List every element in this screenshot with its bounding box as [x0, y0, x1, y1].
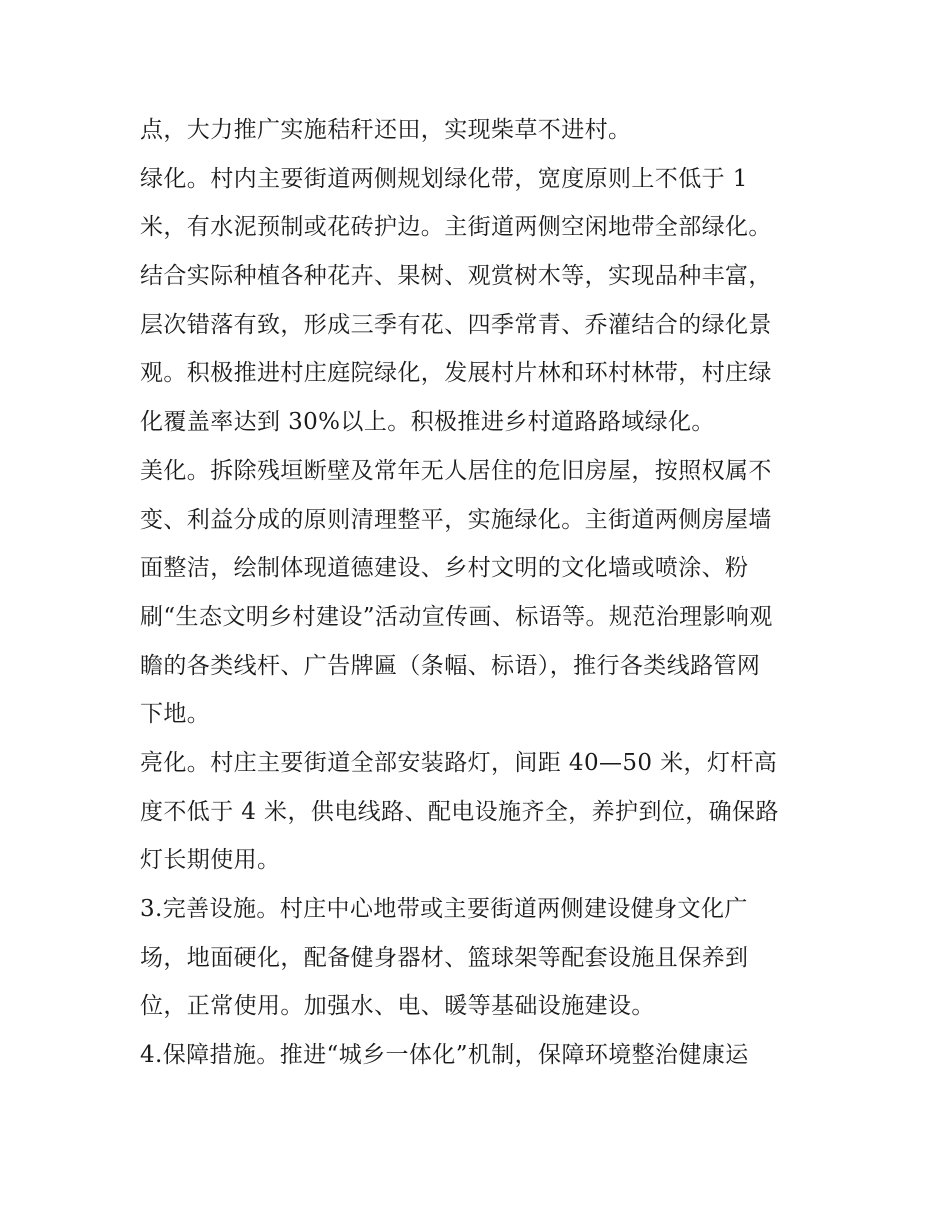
- text-line: 变、利益分成的原则清理整平，实施绿化。主街道两侧房屋墙: [140, 506, 772, 533]
- text-line: 度不低于 4 米，供电线路、配电设施齐全，养护到位，确保路: [140, 798, 779, 825]
- text-line: 美化。拆除残垣断壁及常年无人居住的危旧房屋，按照权属不: [140, 457, 772, 484]
- text-line: 位，正常使用。加强水、电、暖等基础设施建设。: [140, 993, 655, 1020]
- text-line: 绿化。村内主要街道两侧规划绿化带，宽度原则上不低于 1: [140, 165, 748, 192]
- text-line: 米，有水泥预制或花砖护边。主街道两侧空闲地带全部绿化。: [140, 214, 772, 241]
- text-line: 结合实际种植各种花卉、果树、观赏树木等，实现品种丰富，: [140, 263, 772, 290]
- text-line: 场，地面硬化，配备健身器材、篮球架等配套设施且保养到: [140, 944, 749, 971]
- text-line: 层次错落有致，形成三季有花、四季常青、乔灌结合的绿化景: [140, 311, 772, 338]
- text-line: 3.完善设施。村庄中心地带或主要街道两侧建设健身文化广: [140, 896, 748, 922]
- text-line: 瞻的各类线杆、广告牌匾（条幅、标语），推行各类线路管网: [140, 652, 761, 679]
- text-line: 面整洁，绘制体现道德建设、乡村文明的文化墙或喷涂、粉: [140, 555, 749, 582]
- text-line: 亮化。村庄主要街道全部安装路灯，间距 40—50 米，灯杆高: [140, 749, 778, 776]
- body-text: [140, 106, 820, 1080]
- text-line: 刷“生态文明乡村建设”活动宣传画、标语等。规范治理影响观: [140, 603, 773, 630]
- text-line: 化覆盖率达到 30%以上。积极推进乡村道路路域绿化。: [140, 409, 715, 436]
- text-line: 4.保障措施。推进“城乡一体化”机制，保障环境整治健康运: [140, 1042, 749, 1069]
- text-line: 点，大力推广实施秸秆还田，实现柴草不进村。: [140, 117, 632, 143]
- text-line: 下地。: [140, 701, 211, 728]
- text-line: 观。积极推进村庄庭院绿化，发展村片林和环村林带，村庄绿: [140, 360, 772, 387]
- text-line: 灯长期使用。: [140, 847, 281, 874]
